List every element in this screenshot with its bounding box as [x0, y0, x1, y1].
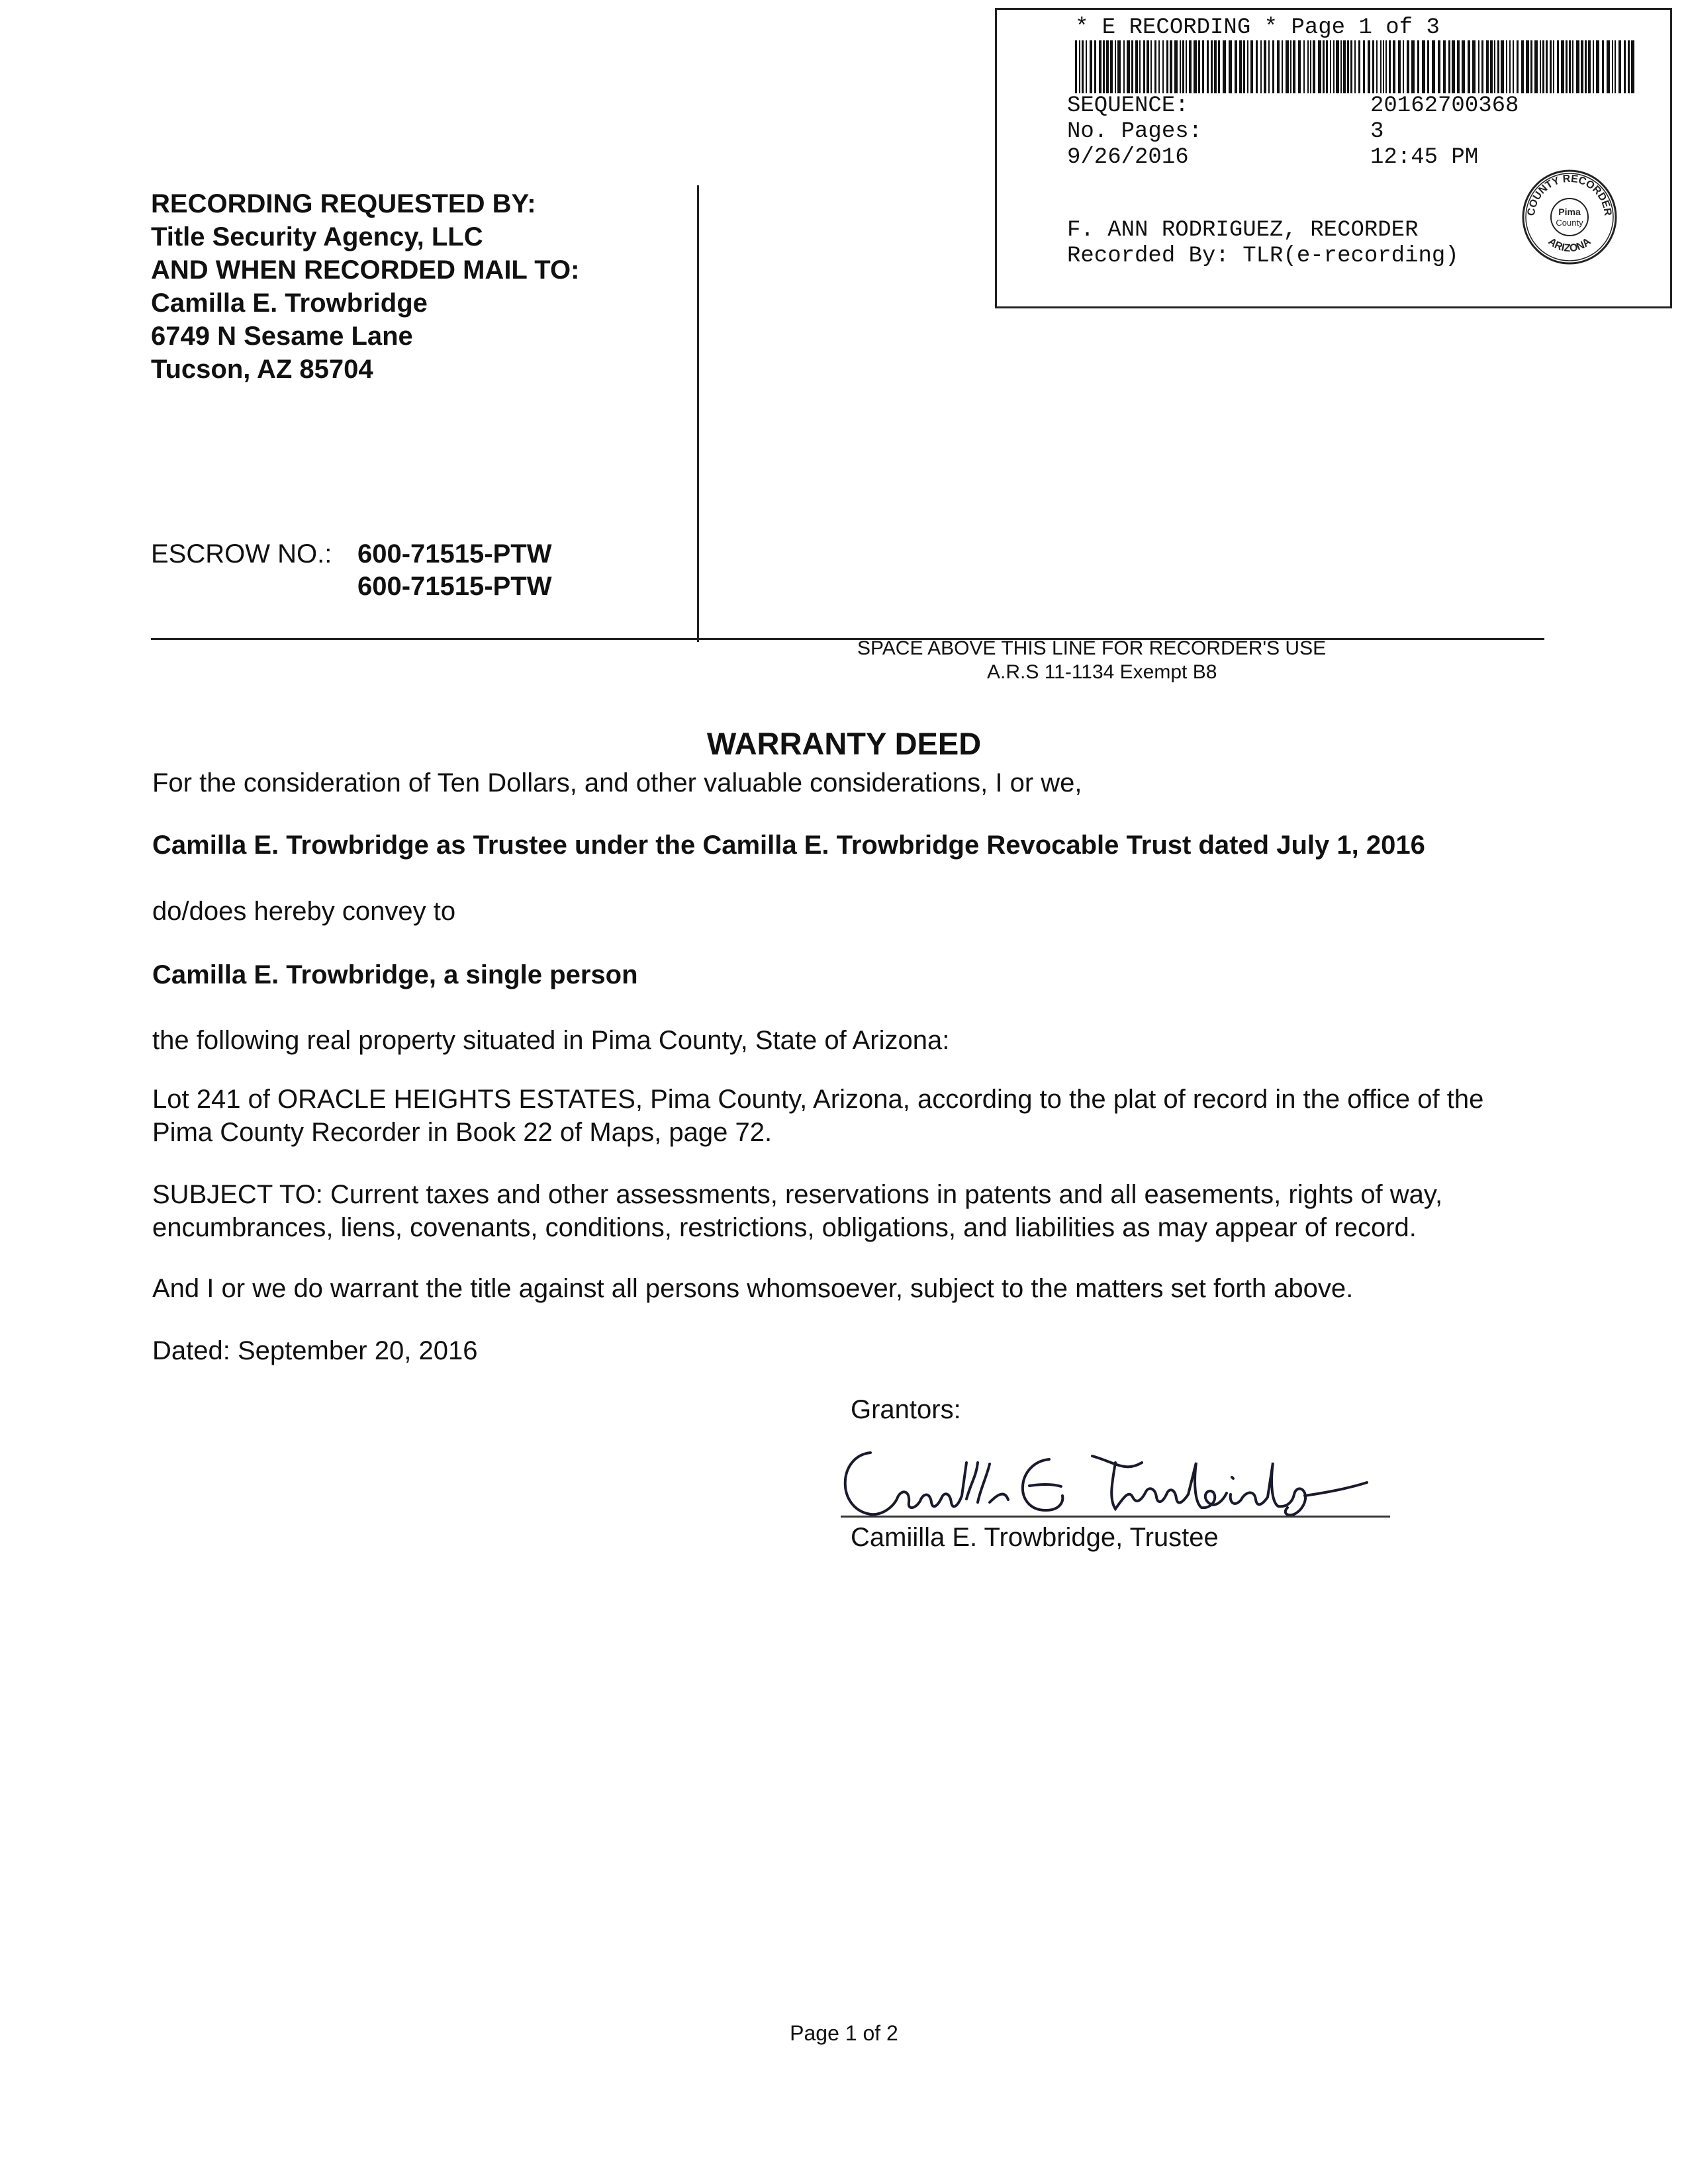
- barcode-bar: [1194, 40, 1197, 93]
- barcode-bar: [1542, 40, 1544, 93]
- seal-top-text: COUNTY RECORDER: [1525, 173, 1614, 217]
- barcode-bar: [1448, 40, 1450, 93]
- barcode-bar: [1403, 40, 1404, 93]
- barcode-bar: [1509, 40, 1511, 93]
- barcode-bar: [1198, 40, 1200, 93]
- barcode-bar: [1290, 40, 1291, 93]
- barcode-bar: [1117, 40, 1121, 93]
- barcode-bar: [1550, 40, 1552, 93]
- barcode-bar: [1323, 40, 1325, 93]
- barcode-bar: [1180, 40, 1181, 93]
- barcode-bar: [1282, 40, 1283, 93]
- grantors-label: Grantors:: [851, 1395, 961, 1424]
- barcode-bar: [1462, 40, 1465, 93]
- barcode-bar: [1162, 40, 1164, 93]
- barcode-bar: [1618, 40, 1621, 93]
- seal-center-text-1: Pima: [1558, 206, 1581, 217]
- barcode-bar: [1343, 40, 1346, 93]
- barcode-bar: [1490, 40, 1493, 93]
- mail-to-label: AND WHEN RECORDED MAIL TO:: [151, 255, 580, 285]
- barcode-bar: [1546, 40, 1548, 93]
- requested-by-name: Title Security Agency, LLC: [151, 222, 483, 251]
- barcode-bar: [1383, 40, 1384, 93]
- barcode-bar: [1170, 40, 1172, 93]
- barcode-bar: [1521, 40, 1524, 93]
- escrow-number: 600-71515-PTW: [357, 539, 552, 569]
- barcode-bar: [1318, 40, 1321, 93]
- barcode-bar: [1310, 40, 1311, 93]
- barcode-bar: [1214, 40, 1217, 93]
- barcode-bar: [1075, 40, 1077, 93]
- barcode-bar: [1612, 40, 1613, 93]
- seal-center-text-2: County: [1556, 218, 1583, 228]
- barcode-bar: [1182, 40, 1184, 93]
- barcode-bar: [1158, 40, 1160, 93]
- barcode-bar: [1372, 40, 1374, 93]
- page-number: Page 1 of 2: [790, 2021, 898, 2045]
- barcode-bar: [1150, 40, 1152, 93]
- barcode-bar: [1607, 40, 1610, 93]
- barcode-bar: [1596, 40, 1599, 93]
- barcode-bar: [1094, 40, 1096, 93]
- legal-description: Lot 241 of ORACLE HEIGHTS ESTATES, Pima County, Arizona, according to the plat of record in the office of the Pima County Recorder in Book 22 of Maps, page 72.: [152, 1085, 1484, 1147]
- barcode-bar: [1602, 40, 1604, 93]
- county-recorder-seal: [1520, 167, 1619, 267]
- barcode-bar: [1223, 40, 1226, 93]
- signer-name: Camiilla E. Trowbridge, Trustee: [851, 1523, 1219, 1552]
- barcode-bar: [1174, 40, 1178, 93]
- barcode-bar: [1189, 40, 1192, 93]
- barcode-bar: [1472, 40, 1476, 93]
- barcode-bar: [1086, 40, 1087, 93]
- barcode-bar: [1569, 40, 1571, 93]
- barcode-bar: [1517, 40, 1519, 93]
- barcode-bar: [1530, 40, 1532, 93]
- barcode-bar: [1103, 40, 1105, 93]
- barcode-bar: [1139, 40, 1141, 93]
- barcode-bar: [1389, 40, 1391, 93]
- escrow-label: ESCROW NO.:: [151, 539, 332, 569]
- grantor-name: Camilla E. Trowbridge as Trustee under the Camilla E. Trowbridge Revocable Trust dated July 1, 2016: [152, 831, 1425, 860]
- barcode-bar: [1218, 40, 1220, 93]
- barcode-bar: [1427, 40, 1429, 93]
- barcode-bar: [1581, 40, 1583, 93]
- barcode-bar: [1268, 40, 1270, 93]
- barcode: [1075, 40, 1636, 93]
- barcode-bar: [1358, 40, 1360, 93]
- barcode-bar: [1576, 40, 1579, 93]
- barcode-bar: [1526, 40, 1529, 93]
- barcode-bar: [1330, 40, 1331, 93]
- barcode-bar: [1566, 40, 1568, 93]
- barcode-bar: [1534, 40, 1538, 93]
- barcode-bar: [1457, 40, 1460, 93]
- dated-line: Dated: September 20, 2016: [152, 1336, 478, 1365]
- mail-to-address-line-2: Tucson, AZ 85704: [151, 355, 373, 384]
- convey-clause: do/does hereby convey to: [152, 897, 456, 926]
- barcode-bar: [1333, 40, 1335, 93]
- barcode-bar: [1513, 40, 1514, 93]
- recorder-name: F. ANN RODRIGUEZ, RECORDER: [1067, 218, 1419, 243]
- property-intro: the following real property situated in Pima County, State of Arizona:: [152, 1026, 950, 1055]
- barcode-bar: [1615, 40, 1616, 93]
- barcode-bar: [1438, 40, 1440, 93]
- signature-line: [841, 1516, 1390, 1518]
- barcode-bar: [1486, 40, 1489, 93]
- barcode-bar: [1277, 40, 1280, 93]
- seal-bottom-text: ARIZONA: [1546, 236, 1593, 255]
- barcode-bar: [1631, 40, 1634, 93]
- consideration-clause: For the consideration of Ten Dollars, and other valuable considerations, I or we,: [152, 768, 1082, 797]
- document-title: WARRANTY DEED: [706, 726, 982, 761]
- barcode-bar: [1432, 40, 1435, 93]
- sequence-label: SEQUENCE:: [1067, 93, 1189, 118]
- barcode-bar: [1211, 40, 1213, 93]
- barcode-bar: [1247, 40, 1248, 93]
- barcode-bar: [1250, 40, 1253, 93]
- barcode-bar: [1468, 40, 1470, 93]
- recording-time: 12:45 PM: [1370, 145, 1479, 170]
- barcode-bar: [1411, 40, 1415, 93]
- barcode-bar: [1235, 40, 1237, 93]
- escrow-number-repeat: 600-71515-PTW: [357, 572, 552, 601]
- barcode-bar: [1380, 40, 1382, 93]
- barcode-bar: [1422, 40, 1425, 93]
- barcode-bar: [1376, 40, 1378, 93]
- subject-to-clause: SUBJECT TO: Current taxes and other assessments, reservations in patents and all easements, rights of way, encumbrances, liens, covenants, conditions, restrictions, obligations, and liabilities as may appear of record.: [152, 1180, 1443, 1242]
- barcode-bar: [1347, 40, 1349, 93]
- barcode-bar: [1588, 40, 1591, 93]
- barcode-bar: [1154, 40, 1156, 93]
- barcode-bar: [1340, 40, 1342, 93]
- warranty-clause: And I or we do warrant the title against all persons whomsoever, subject to the matters set forth above.: [152, 1274, 1354, 1303]
- barcode-bar: [1260, 40, 1262, 93]
- barcode-bar: [1585, 40, 1587, 93]
- barcode-bar: [1494, 40, 1495, 93]
- barcode-bar: [1143, 40, 1145, 93]
- barcode-bar: [1417, 40, 1419, 93]
- barcode-bar: [1540, 40, 1541, 93]
- barcode-bar: [1115, 40, 1116, 93]
- recorder-space-divider: [151, 638, 1544, 640]
- barcode-bar: [1079, 40, 1080, 93]
- barcode-bar: [1561, 40, 1564, 93]
- recording-requested-by-label: RECORDING REQUESTED BY:: [151, 189, 536, 218]
- barcode-bar: [1207, 40, 1209, 93]
- recording-date: 9/26/2016: [1067, 145, 1189, 170]
- barcode-bar: [1110, 40, 1113, 93]
- barcode-bar: [1313, 40, 1315, 93]
- grantee-name: Camilla E. Trowbridge, a single person: [152, 960, 638, 989]
- barcode-bar: [1131, 40, 1133, 93]
- barcode-bar: [1147, 40, 1149, 93]
- barcode-bar: [1229, 40, 1232, 93]
- barcode-bar: [1501, 40, 1504, 93]
- barcode-bar: [1497, 40, 1499, 93]
- barcode-bar: [1350, 40, 1352, 93]
- barcode-bar: [1286, 40, 1289, 93]
- barcode-bar: [1363, 40, 1365, 93]
- stamp-header: * E RECORDING * Page 1 of 3: [1075, 15, 1440, 40]
- barcode-bar: [1106, 40, 1109, 93]
- barcode-bar: [1272, 40, 1274, 93]
- barcode-bar: [1293, 40, 1295, 93]
- barcode-bar: [1336, 40, 1339, 93]
- barcode-bar: [1082, 40, 1084, 93]
- barcode-bar: [1572, 40, 1573, 93]
- barcode-bar: [1628, 40, 1630, 93]
- barcode-bar: [1264, 40, 1266, 93]
- barcode-bar: [1135, 40, 1138, 93]
- barcode-bar: [1393, 40, 1395, 93]
- barcode-bar: [1593, 40, 1594, 93]
- barcode-bar: [1123, 40, 1125, 93]
- barcode-bar: [1256, 40, 1258, 93]
- barcode-bar: [1557, 40, 1559, 93]
- barcode-bar: [1090, 40, 1092, 93]
- barcode-bar: [1354, 40, 1356, 93]
- mail-to-address-line-1: 6749 N Sesame Lane: [151, 322, 413, 351]
- barcode-bar: [1481, 40, 1483, 93]
- header-vertical-divider: [697, 185, 699, 642]
- recorder-use-note: SPACE ABOVE THIS LINE FOR RECORDER'S USE: [857, 637, 1327, 659]
- pages-label: No. Pages:: [1067, 119, 1203, 144]
- recorder-stamp-box: [995, 8, 1672, 308]
- recorded-by: Recorded By: TLR(e-recording): [1067, 244, 1459, 269]
- svg-text:ARIZONA: [1546, 236, 1593, 254]
- barcode-bar: [1127, 40, 1130, 93]
- mail-to-name: Camilla E. Trowbridge: [151, 289, 428, 318]
- barcode-bar: [1478, 40, 1479, 93]
- exemption-reference: A.R.S 11-1134 Exempt B8: [987, 661, 1217, 683]
- barcode-bar: [1202, 40, 1204, 93]
- barcode-bar: [1385, 40, 1387, 93]
- barcode-bar: [1303, 40, 1305, 93]
- barcode-bar: [1166, 40, 1168, 93]
- barcode-bar: [1624, 40, 1626, 93]
- barcode-bar: [1452, 40, 1455, 93]
- pages-value: 3: [1370, 119, 1384, 144]
- barcode-bar: [1099, 40, 1102, 93]
- barcode-bar: [1326, 40, 1328, 93]
- barcode-bar: [1307, 40, 1309, 93]
- barcode-bar: [1553, 40, 1554, 93]
- barcode-bar: [1398, 40, 1401, 93]
- barcode-bar: [1298, 40, 1301, 93]
- barcode-bar: [1243, 40, 1245, 93]
- barcode-bar: [1239, 40, 1242, 93]
- barcode-bar: [1506, 40, 1507, 93]
- barcode-bar: [1186, 40, 1187, 93]
- barcode-bar: [1368, 40, 1370, 93]
- barcode-bar: [1407, 40, 1409, 93]
- sequence-value: 20162700368: [1370, 93, 1519, 118]
- barcode-bar: [1443, 40, 1446, 93]
